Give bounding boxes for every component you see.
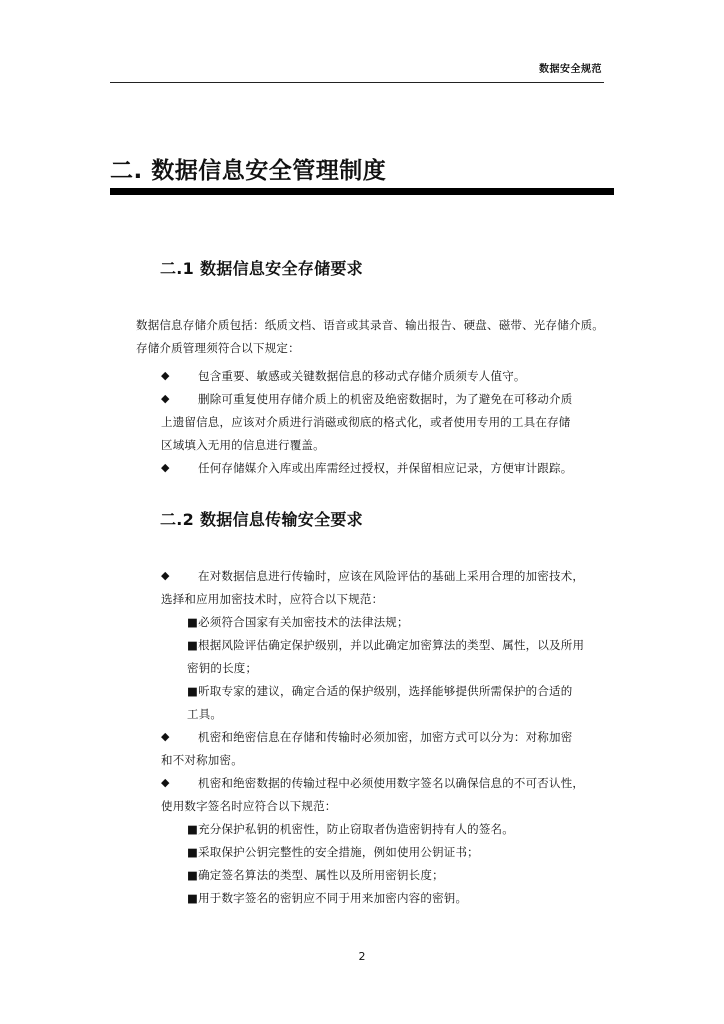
diamond-bullet-icon: ◆ (161, 369, 170, 382)
paragraph-line: 使用数字签名时应符合以下规范： (161, 799, 337, 813)
list-item-line: 包含重要、敏感或关键数据信息的移动式存储介质须专人值守。 (198, 369, 526, 383)
section-title-storage: 二.1 数据信息安全存储要求 (160, 259, 363, 278)
paragraph-line: 数据信息存储介质包括：纸质文档、语音或其录音、输出报告、硬盘、磁带、光存储介质。 (136, 318, 604, 332)
list-item-line: 任何存储媒介入库或出库需经过授权，并保留相应记录，方便审计跟踪。 (198, 461, 573, 475)
diamond-bullet-icon: ◆ (161, 776, 170, 789)
paragraph-line: 存储介质管理须符合以下规定： (136, 341, 300, 355)
sub-item-line: ■用于数字签名的密钥应不同于用来加密内容的密钥。 (187, 891, 468, 905)
sub-item-line: 工具。 (187, 707, 223, 721)
chapter-bar (110, 188, 614, 195)
paragraph-line: 在对数据信息进行传输时，应该在风险评估的基础上采用合理的加密技术， (198, 569, 585, 583)
diamond-bullet-icon: ◆ (161, 392, 170, 405)
paragraph-line: 和不对称加密。 (161, 753, 243, 767)
paragraph-line: 机密和绝密数据的传输过程中必须使用数字签名以确保信息的不可否认性， (198, 776, 585, 790)
sub-item-line: ■听取专家的建议，确定合适的保护级别，选择能够提供所需保护的合适的 (187, 684, 573, 698)
list-item-line: 上遗留信息，应该对介质进行消磁或彻底的格式化，或者使用专用的工具在存储 (161, 415, 571, 429)
diamond-bullet-icon: ◆ (161, 461, 170, 474)
sub-item-line: 密钥的长度； (187, 661, 258, 675)
diamond-bullet-icon: ◆ (161, 569, 170, 582)
sub-item-line: ■确定签名算法的类型、属性以及所用密钥长度； (187, 868, 444, 882)
page-number: 2 (358, 950, 366, 963)
running-header: 数据安全规范 (539, 64, 602, 75)
chapter-title: 二. 数据信息安全管理制度 (110, 158, 387, 184)
sub-item-line: ■充分保护私钥的机密性，防止窃取者伪造密钥持有人的签名。 (187, 822, 514, 836)
paragraph-line: 机密和绝密信息在存储和传输时必须加密，加密方式可以分为：对称加密 (198, 730, 573, 744)
list-item-line: 删除可重复使用存储介质上的机密及绝密数据时，为了避免在可移动介质 (198, 392, 573, 406)
diamond-bullet-icon: ◆ (161, 730, 170, 743)
sub-item-line: ■采取保护公钥完整性的安全措施，例如使用公钥证书； (187, 845, 479, 859)
sub-item-line: ■必须符合国家有关加密技术的法律法规； (187, 615, 409, 629)
paragraph-line: 选择和应用加密技术时，应符合以下规范： (161, 592, 384, 606)
header-rule (110, 82, 604, 83)
list-item-line: 区域填入无用的信息进行覆盖。 (161, 438, 325, 452)
section-title-transmission: 二.2 数据信息传输安全要求 (160, 510, 363, 529)
sub-item-line: ■根据风险评估确定保护级别，并以此确定加密算法的类型、属性，以及所用 (187, 638, 585, 652)
